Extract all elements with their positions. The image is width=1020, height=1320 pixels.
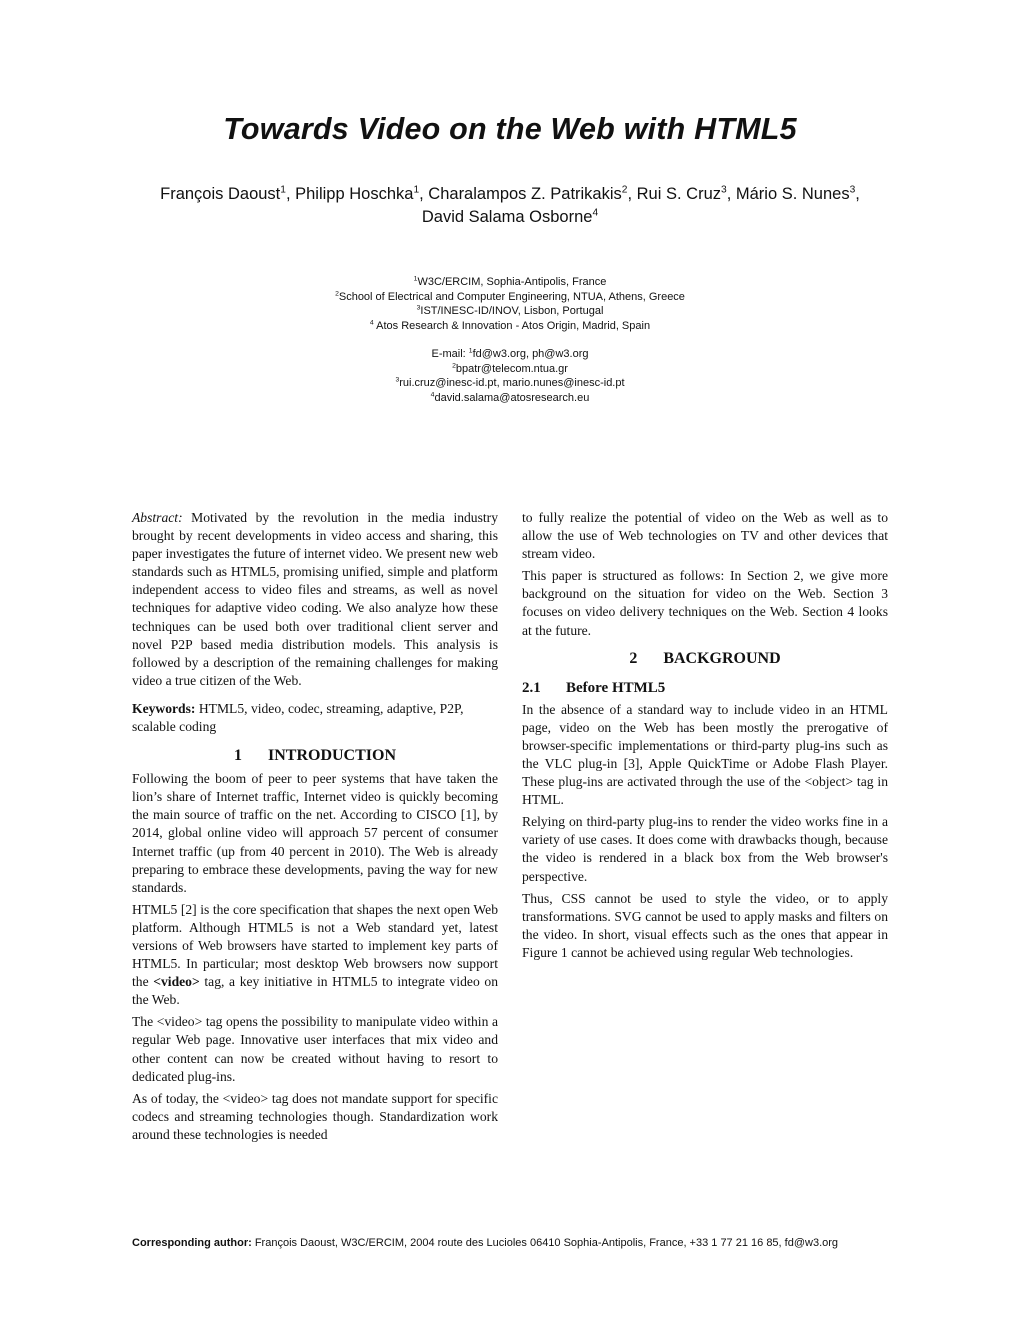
affiliation: $^3$IST/INESC-ID/INOV, Lisbon, Portugal <box>416 304 604 317</box>
affiliation: $^4$ Atos Research & Innovation - Atos Origin, Madrid, Spain <box>369 318 651 332</box>
email-line: $^3$rui.cruz@inesc-id.pt, mario.nunes@inesc-id.pt <box>395 376 625 389</box>
keywords: Keywords: HTML5, video, codec, streaming, adaptive, P2P, scalable coding <box>132 700 464 735</box>
author: Mário S. Nunes$^3$ <box>735 184 856 203</box>
author: David Salama Osborne$^4$ <box>421 207 599 226</box>
right-column <box>522 509 888 966</box>
author-list: François Daoust$^1$, Philipp Hoschka$^1$, Charalampos Z. Patrikakis$^2$, Rui S. Cruz$^3$, Mário S. Nunes$^3$, David Salama Osborne$^4$ <box>160 184 860 226</box>
corresponding-author-note: Corresponding author: François Daoust, W3C/ERCIM, 2004 route des Lucioles 06410 Sophia-Antipolis, France, +33 1 77 21 16 85, fd@w3.org <box>132 1237 839 1249</box>
subsection-heading: 2.1 Before HTML5 <box>522 679 666 696</box>
paragraph: Thus, CSS cannot be used to style the video, or to apply transformations. SVG cannot be used to apply masks and filters on the video. In short, visual effects such as the ones that appear in Figure 1 cannot be achieved using regular Web technologies. <box>522 890 888 960</box>
affiliation-list <box>200 275 820 333</box>
author: Charalampos Z. Patrikakis$^2$ <box>428 184 628 203</box>
paragraph: In the absence of a standard way to include video in an HTML page, video on the Web has been mostly the prerogative of browser-specific implementations or third-party plug-ins such as the VLC plug-in [3], Apple QuickTime or Adobe Flash Player. These plug-ins are activated through the use of the <object> tag in HTML. <box>522 701 888 808</box>
email-line: $^4$david.salama@atosresearch.eu <box>430 390 590 404</box>
email-line: E-mail: $^1$fd@w3.org, ph@w3.org <box>431 347 589 360</box>
paragraph: Relying on third-party plug-ins to render the video works fine in a variety of use cases. It does come with drawbacks though, because the video is rendered in a black box from the Web browser's perspective. <box>522 814 888 884</box>
paragraph: The <video> tag opens the possibility to manipulate video within a regular Web page. Innovative user interfaces that mix video and other content can now be created without having to resort to dedicated plug-ins. <box>132 1014 498 1084</box>
affiliation: $^2$School of Electrical and Computer Engineering, NTUA, Athens, Greece <box>335 289 685 303</box>
author: Rui S. Cruz$^3$ <box>636 184 727 203</box>
section-heading: 2 BACKGROUND <box>629 649 781 667</box>
email-line: $^2$bpatr@telecom.ntua.gr <box>452 361 568 375</box>
paper-title: Towards Video on the Web with HTML5 <box>223 112 797 146</box>
keywords-label: Keywords: <box>132 700 196 716</box>
paragraph: As of today, the <video> tag does not mandate support for specific codecs and streaming technologies though. Standardization work around these technologies is needed <box>132 1090 498 1142</box>
author: Philipp Hoschka$^1$ <box>295 184 420 203</box>
paragraph: This paper is structured as follows: In Section 2, we give more background on the situation for video on the Web. Section 3 focuses on video delivery techniques on the Web. Section 4 looks at the future. <box>522 568 888 638</box>
section-heading: 1 INTRODUCTION <box>233 747 396 765</box>
paragraph: to fully realize the potential of video on the Web as well as to allow the use of Web technologies on TV and other devices that stream video. <box>522 510 888 562</box>
email-list <box>200 347 820 405</box>
author: François Daoust$^1$ <box>160 184 286 203</box>
left-column <box>132 509 498 1148</box>
affiliation: $^1$W3C/ERCIM, Sophia-Antipolis, France <box>413 275 607 288</box>
abstract: Abstract: Motivated by the revolution in the media industry brought by recent developments in video access and sharing, this paper investigates the future of internet video. We present new web standards such as HTML5, promising unified, simple and platform independent access to video files and streams, as well as novel techniques for adaptive video coding. We also analyze how these techniques can be used both over traditional client server and novel P2P based media distribution models. This analysis is followed by a description of the remaining challenges for making video a true citizen of the Web. <box>132 510 498 688</box>
paragraph: HTML5 [2] is the core specification that shapes the next open Web platform. Although HTML5 is not a Web standard yet, latest versions of Web browsers have started to implement key parts of HTML5. In particular; most desktop Web browsers now support the <video> tag, a key initiative in HTML5 to integrate video on the Web. <box>132 901 498 1008</box>
footer-label: Corresponding author: <box>132 1237 252 1249</box>
abstract-label: Abstract: <box>132 510 183 525</box>
paragraph: Following the boom of peer to peer systems that have taken the lion’s share of Internet traffic, Internet video is quickly becoming the main source of traffic on the net. According to CISCO [1], by 2014, global online video will approach 57 percent of consumer Internet traffic (up from 40 percent in 2010). The Web is already preparing to embrace these developments, paving the way for new standards. <box>132 771 498 895</box>
